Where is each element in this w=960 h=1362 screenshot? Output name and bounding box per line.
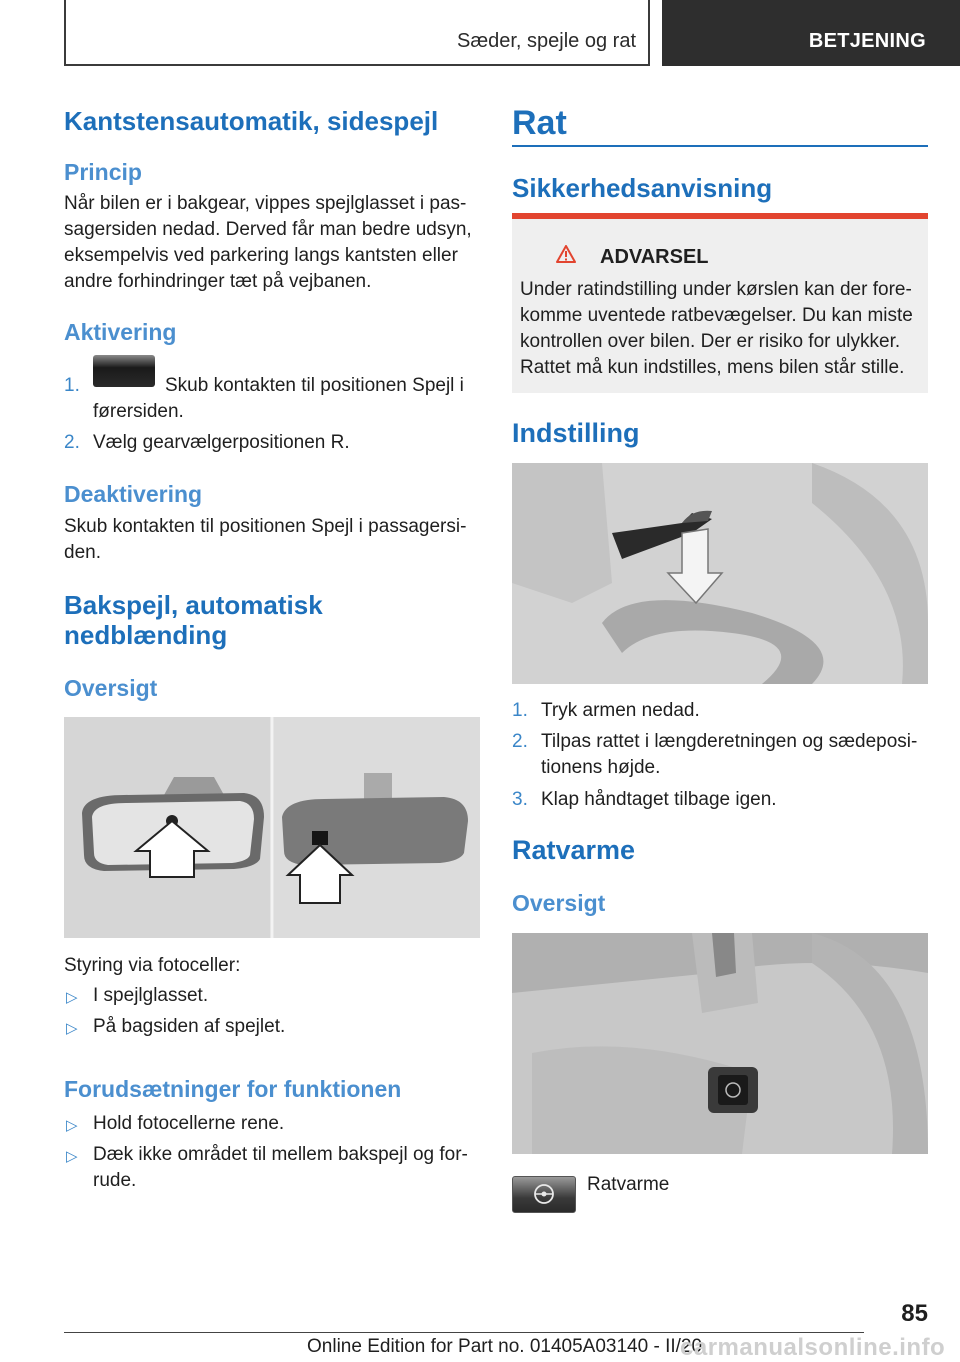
step-text: Klap håndtaget tilbage igen.: [541, 789, 777, 810]
princip-heading: Princip: [64, 159, 142, 185]
princip-text: [64, 191, 480, 295]
steering-wheel-icon: [513, 1177, 575, 1212]
bakspejl-title-line: nedblænding: [64, 620, 228, 650]
footer-rule: [64, 1332, 864, 1333]
forudsaetning-line: rude.: [93, 1170, 137, 1191]
princip-line: eksempelvis ved parkering langs kantsten eller: [64, 245, 458, 266]
oversigt-heading: Oversigt: [64, 675, 158, 701]
chapter-tab: [662, 0, 960, 66]
bullet-triangle-icon: ▷: [66, 1148, 78, 1165]
forudsaetninger-heading: Forudsætninger for funktionen: [64, 1076, 402, 1102]
watermark: carmanualsonline.info: [680, 1334, 946, 1361]
warning-box: [512, 213, 928, 393]
oversigt-heading-right: Oversigt: [512, 890, 606, 916]
step-text: førersiden.: [93, 401, 184, 422]
step-number: 1.: [64, 375, 80, 396]
warning-title: ADVARSEL: [600, 246, 709, 268]
bakspejl-title-line: Bakspejl, automatisk: [64, 590, 323, 620]
rearview-mirror-illustration: [64, 717, 480, 938]
edition-text: Online Edition for Part no. 01405A03140 - II/20: [307, 1336, 703, 1357]
styring-item: I spejlglasset.: [93, 985, 209, 1006]
forudsaetning-line: Dæk ikke området til mellem bakspejl og for-: [93, 1144, 468, 1165]
sikkerhed-heading: Sikkerhedsanvisning: [512, 173, 773, 203]
page-header: [64, 0, 960, 66]
deaktivering-heading: Deaktivering: [64, 481, 203, 507]
mirror-switch-icon: [93, 355, 155, 387]
heated-wheel-illustration: [512, 933, 928, 1154]
heated-wheel-photo: [512, 933, 928, 1154]
step-number: 3.: [512, 789, 528, 810]
ratvarme-label: Ratvarme: [587, 1174, 670, 1195]
step-number: 2.: [64, 432, 80, 453]
step-number: 2.: [512, 731, 528, 752]
forudsaetning-item: [93, 1142, 479, 1194]
rearview-mirror-photo: [64, 717, 480, 938]
page-number: 85: [901, 1300, 928, 1327]
bakspejl-title: [64, 590, 323, 650]
forudsaetning-item: Hold fotocellerne rene.: [93, 1113, 285, 1134]
step-text: Vælg gearvælgerpositionen R.: [93, 432, 350, 453]
aktivering-heading: Aktivering: [64, 319, 177, 345]
bullet-triangle-icon: ▷: [66, 989, 78, 1006]
step-text: [541, 729, 928, 781]
step-line: Tilpas rattet i længderetningen og sædeposi-: [541, 731, 918, 752]
warning-line: Rattet må kun indstilles, mens bilen står stille.: [520, 357, 905, 378]
kantsten-title: Kantstensautomatik, sidespejl: [64, 106, 439, 136]
warning-triangle-icon: [556, 245, 576, 263]
warning-text: [520, 277, 924, 381]
styring-item: På bagsiden af spejlet.: [93, 1016, 286, 1037]
steering-lever-photo: [512, 463, 928, 684]
styring-text: Styring via fotoceller:: [64, 955, 241, 976]
steering-lever-illustration: [512, 463, 928, 684]
title-rule: [512, 145, 928, 147]
deaktivering-line: den.: [64, 542, 101, 563]
princip-line: Når bilen er i bakgear, vippes spejlglasset i pas-: [64, 193, 467, 214]
step-number: 1.: [512, 700, 528, 721]
ratvarme-heading: Ratvarme: [512, 835, 636, 865]
step-line: tionens højde.: [541, 757, 661, 778]
step-text: Skub kontakten til positionen Spejl i: [165, 375, 464, 396]
indstilling-heading: Indstilling: [512, 418, 640, 448]
section-tab: [64, 0, 650, 66]
warning-line: kontrollen over bilen. Der er risiko for ulykker.: [520, 331, 901, 352]
warning-line: Under ratindstilling under kørslen kan der fore-: [520, 279, 912, 300]
section-title: Sæder, spejle og rat: [457, 30, 636, 52]
heated-steering-wheel-button-icon: [512, 1176, 576, 1213]
bullet-triangle-icon: ▷: [66, 1117, 78, 1134]
deaktivering-line: Skub kontakten til positionen Spejl i passagersi-: [64, 516, 467, 537]
bullet-triangle-icon: ▷: [66, 1020, 78, 1037]
warning-line: komme uventede ratbevægelser. Du kan miste: [520, 305, 913, 326]
princip-line: andre forhindringer tæt på vejbanen.: [64, 271, 372, 292]
chapter-title: BETJENING: [808, 30, 926, 52]
deaktivering-text: [64, 514, 480, 566]
step-text: Tryk armen nedad.: [541, 700, 700, 721]
rat-title: Rat: [512, 104, 567, 142]
princip-line: sagersiden nedad. Derved får man bedre udsyn,: [64, 219, 472, 240]
